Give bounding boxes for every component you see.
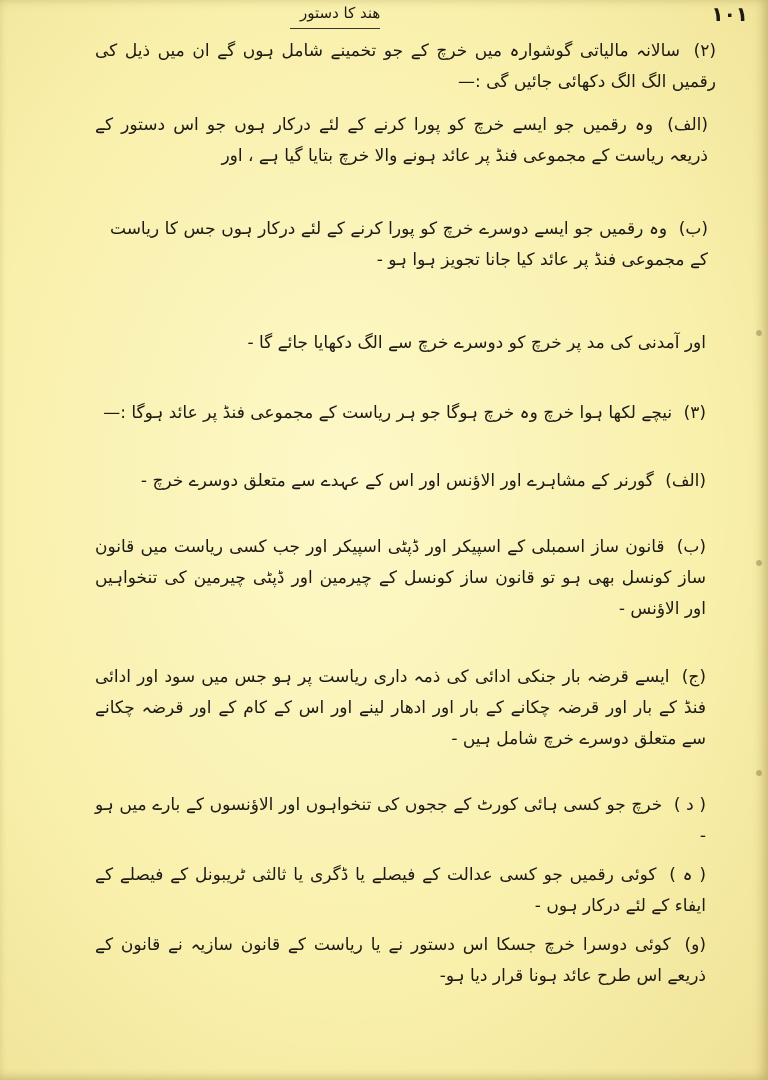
paragraph-2-be [110, 214, 708, 276]
paragraph-text: نیچے لکھا ہوا خرچ وہ خرچ ہوگا جو ہر ریاست کے مجموعی فنڈ پر عائد ہوگا :— [103, 403, 673, 423]
paragraph-marker: ( د ) [673, 795, 706, 815]
binding-hole [756, 330, 762, 336]
paragraph-text: گورنر کے مشاہرے اور الاؤنس اور اس کے عہدے سے متعلق دوسرے خرچ - [140, 471, 654, 491]
paragraph-2-alif [95, 110, 708, 172]
paragraph-3-dal [95, 790, 706, 852]
page-header [0, 2, 768, 28]
running-title: هند کا دستور [300, 4, 381, 22]
paragraph-text: سالانہ مالیاتی گوشوارہ میں خرچ کے جو تخمینے شامل ہوں گے ان میں ذیل کی رقمیں الگ الگ دکھائی جائیں گی :— [95, 41, 716, 92]
paragraph-marker: ( ہ ) [669, 865, 707, 885]
paragraph-marker: (الف) [665, 471, 706, 491]
paragraph-marker: (ج) [681, 667, 706, 687]
paragraph-text: کوئی رقمیں جو کسی عدالت کے فیصلے یا ڈگری یا ثالثی ٹریبونل کے فیصلے کے ایفاء کے لئے درکار ہوں - [95, 865, 706, 916]
paragraph-text: ایسے قرضہ بار جنکی ادائی کی ذمہ داری ریاست پر ہو جس میں سود اور ادائی فنڈ کے بار اور قرضہ چکانے کے بار اور ادھار لینے اور اس کے کام کے اور قرضہ چکانے سے متعلق دوسرے خرچ شامل ہیں - [95, 667, 706, 749]
paragraph-marker: (۲) [693, 41, 716, 61]
paragraph-3-he [95, 860, 706, 922]
page-body [0, 34, 768, 1080]
paragraph-3-jim [95, 662, 706, 755]
paragraph-text: اور آمدنی کی مد پر خرچ کو دوسرے خرچ سے الگ دکھایا جائے گا - [247, 333, 706, 353]
paragraph-3-wao [95, 930, 706, 992]
paragraph-text: وہ رقمیں جو ایسے دوسرے خرچ کو پورا کرنے کے لئے درکار ہوں جس کا ریاست کے مجموعی فنڈ پر عائد کیا جانا تجویز ہوا ہو - [110, 219, 708, 270]
paragraph-3-be [95, 532, 706, 625]
binding-hole [756, 770, 762, 776]
paragraph-marker: (ب) [676, 537, 706, 557]
paragraph-3 [95, 398, 706, 429]
paragraph-text: کوئی دوسرا خرچ جسکا اس دستور نے یا ریاست کے قانون سازیہ نے قانون کے ذریعے اس طرح عائد ہونا قرار دیا ہو- [95, 935, 706, 986]
paragraph-2-tail [160, 328, 706, 359]
paragraph-3-alif [95, 466, 706, 497]
paragraph-marker: (ب) [678, 219, 708, 239]
paragraph-marker: (الف) [667, 115, 709, 135]
page-number: ۱۰۱ [711, 2, 748, 26]
paragraph-marker: (و) [684, 935, 707, 955]
binding-hole [756, 560, 762, 566]
paragraph-text: وہ رقمیں جو ایسے خرچ کو پورا کرنے کے لئے درکار ہوں جو اس دستور کے ذریعہ ریاست کے مجموعی فنڈ پر عائد ہونے والا خرچ بتایا گیا ہے ، اور [95, 115, 708, 166]
header-rule [290, 28, 380, 29]
paragraph-text: خرچ جو کسی ہائی کورٹ کے ججوں کی تنخواہوں اور الاؤنسوں کے بارے میں ہو - [95, 795, 706, 846]
paragraph-marker: (۳) [683, 403, 706, 423]
paragraph-2 [95, 36, 716, 98]
paragraph-text: قانون ساز اسمبلی کے اسپیکر اور ڈپٹی اسپیکر اور جب کسی ریاست میں قانون ساز کونسل بھی ہو تو قانون ساز کونسل کے چیرمین اور ڈپٹی چیرمین کی تنخواہیں اور الاؤنس - [95, 537, 706, 619]
